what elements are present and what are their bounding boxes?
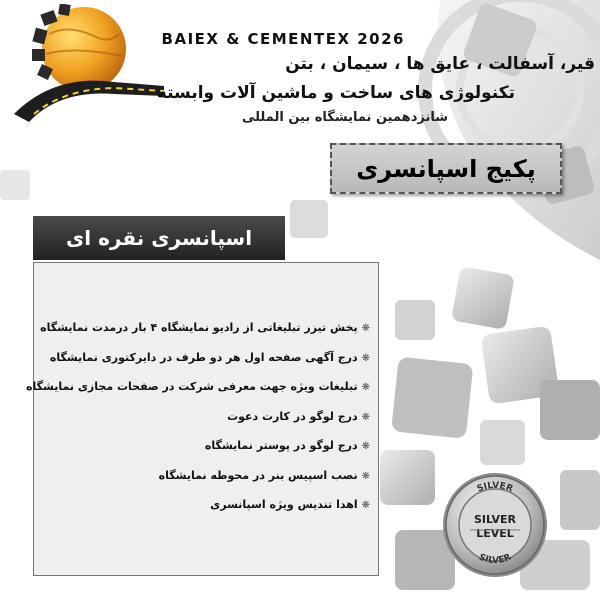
bullet-icon: ❋ — [361, 500, 370, 511]
silver-tier-tab — [33, 216, 285, 260]
feature-item — [30, 461, 370, 491]
features-panel — [26, 262, 379, 576]
feature-text: اهدا تندیس ویژه اسپانسری — [210, 498, 358, 511]
feature-text: درج لوگو در کارت دعوت — [227, 409, 358, 423]
bullet-icon: ❋ — [361, 470, 370, 482]
feature-text: تبلیغات ویژه جهت معرفی شرکت در صفحات مجازی نمایشگاه — [26, 380, 358, 393]
seal-bottom-text: SILVER — [477, 552, 513, 567]
feature-item — [30, 431, 370, 461]
feature-list — [26, 313, 370, 520]
feature-item — [30, 402, 370, 432]
feature-item — [26, 372, 370, 402]
feature-text: درج آگهی صفحه اول هر دو طرف در دایرکتوری نمایشگاه — [49, 350, 358, 364]
bullet-icon: ❋ — [361, 352, 370, 364]
event-title-english: BAIEX & CEMENTEX 2026 — [161, 30, 405, 48]
feature-item — [30, 490, 370, 520]
event-subtitle-line3: شانزدهمین نمایشگاه بین المللی — [241, 110, 448, 125]
event-subtitle-line1: قیر، آسفالت ، عایق ها ، سیمان ، بتن — [285, 54, 595, 74]
feature-text: پخش تیزر تبلیغاتی از رادیو نمایشگاه ۴ بار درمدت نمایشگاه — [40, 321, 358, 334]
bullet-icon: ❋ — [361, 382, 370, 393]
bullet-icon: ❋ — [361, 411, 370, 423]
bullet-icon: ❋ — [361, 323, 370, 334]
feature-text: درج لوگو در پوستر نمایشگاه — [204, 439, 358, 452]
globe-road-logo — [14, 4, 164, 124]
package-label: پکیج اسپانسری — [356, 154, 536, 183]
event-subtitle-line2: تکنولوژی های ساخت و ماشین آلات وابسته — [156, 83, 515, 103]
silver-level-seal — [440, 470, 550, 580]
seal-middle-text-2: LEVEL — [476, 527, 514, 540]
seal-top-text: SILVER — [475, 480, 515, 495]
feature-item — [30, 343, 370, 373]
seal-middle-text-1: SILVER — [473, 513, 517, 526]
sponsorship-package-badge — [330, 143, 562, 194]
tier-label: اسپانسری نقره ای — [65, 226, 253, 250]
bullet-icon: ❋ — [361, 441, 370, 452]
feature-item — [30, 313, 370, 343]
feature-text: نصب اسپیس بنر در محوطه نمایشگاه — [158, 468, 358, 482]
